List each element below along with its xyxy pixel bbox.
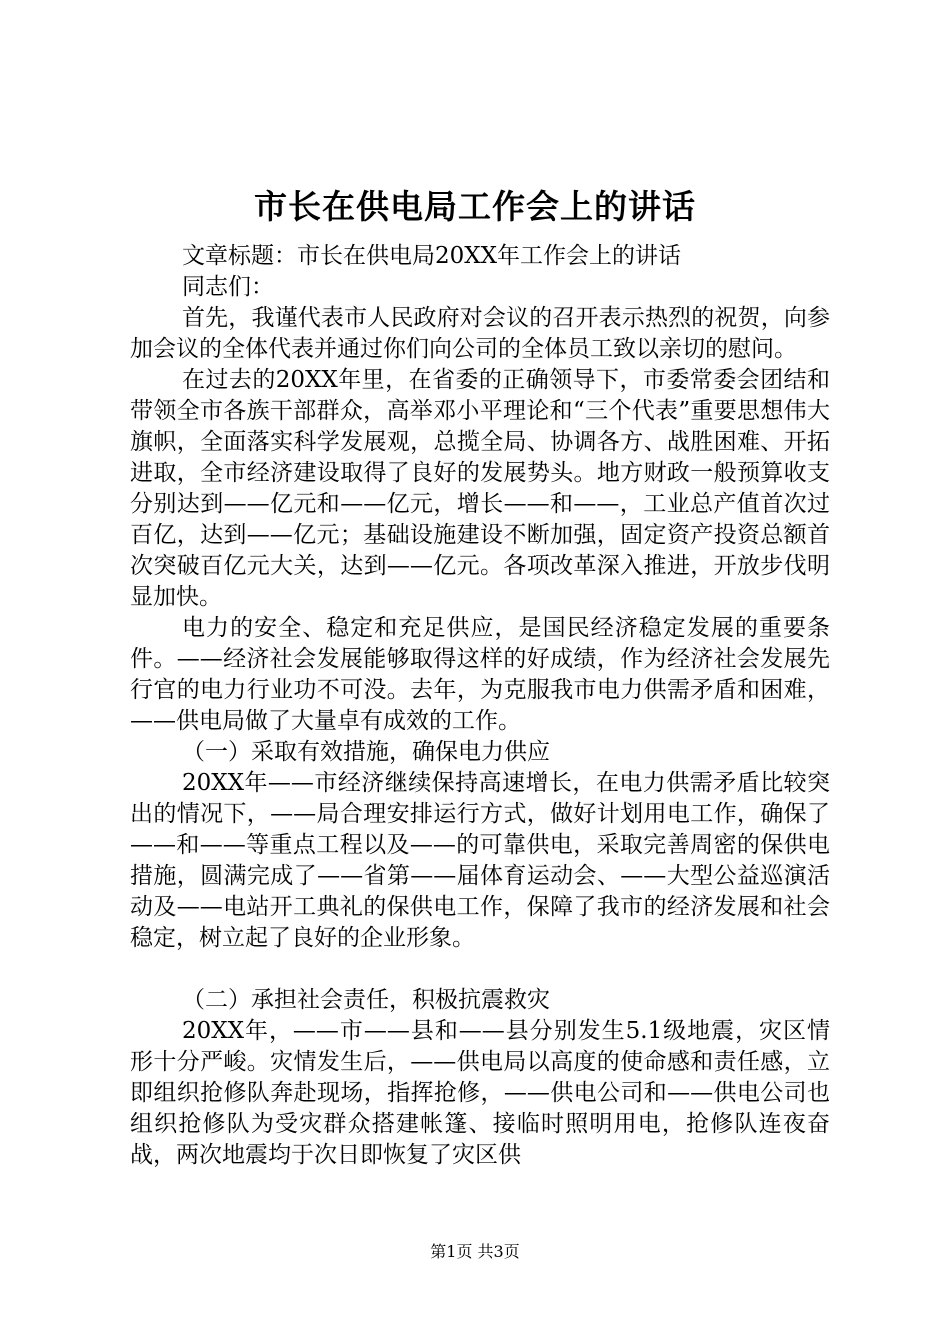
article-title-line: 文章标题：市长在供电局20XX年工作会上的讲话 xyxy=(182,243,682,269)
paragraph-greeting: 首先，我谨代表市人民政府对会议的召开表示热烈的祝贺，向参加会议的全体代表并通过你们向公司的全体员工致以亲切的慰问。 xyxy=(130,305,830,362)
paragraph-review: 在过去的20XX年里，在省委的正确领导下，市委常委会团结和带领全市各族干部群众，高举邓小平理论和“三个代表”重要思想伟大旗帜，全面落实科学发展观，总揽全局、协调各方、战胜困难、开拓进取，全市经济建设取得了良好的发展势头。地方财政一般预算收支分别达到——亿元和——亿元，增长——和——，工业总产值首次过百亿，达到——亿元；基础设施建设不断加强，固定资产投资总额首次突破百亿元大关，达到——亿元。各项改革深入推进，开放步伐明显加快。 xyxy=(130,367,830,610)
salutation: 同志们： xyxy=(182,274,274,300)
paragraph-section-2: 20XX年，——市——县和——县分别发生5.1级地震，灾区情形十分严峻。灾情发生后，——供电局以高度的使命感和责任感，立即组织抢修队奔赴现场，指挥抢修，——供电公司和——供电公司也组织抢修队为受灾群众搭建帐篷、接临时照明用电，抢修队连夜奋战，两次地震均于次日即恢复了灾区供 xyxy=(130,1018,830,1168)
section-heading-2: （二）承担社会责任，积极抗震救灾 xyxy=(182,987,550,1013)
document-body xyxy=(130,241,830,1171)
page-number-footer: 第1页 共3页 xyxy=(430,1242,520,1261)
paragraph-section-1: 20XX年——市经济继续保持高速增长，在电力供需矛盾比较突出的情况下，——局合理安排运行方式，做好计划用电工作，确保了——和——等重点工程以及——的可靠供电，采取完善周密的保供电措施，圆满完成了——省第——届体育运动会、——大型公益巡演活动及——电站开工典礼的保供电工作，保障了我市的经济发展和社会稳定，树立起了良好的企业形象。 xyxy=(130,770,830,951)
document-title: 市长在供电局工作会上的讲话 xyxy=(254,187,696,226)
paragraph-electricity: 电力的安全、稳定和充足供应，是国民经济稳定发展的重要条件。——经济社会发展能够取得这样的好成绩，作为经济社会发展先行官的电力行业功不可没。去年，为克服我市电力供需矛盾和困难，——供电局做了大量卓有成效的工作。 xyxy=(130,615,830,734)
blank-line xyxy=(130,954,830,985)
section-heading-1: （一）采取有效措施，确保电力供应 xyxy=(182,739,550,765)
